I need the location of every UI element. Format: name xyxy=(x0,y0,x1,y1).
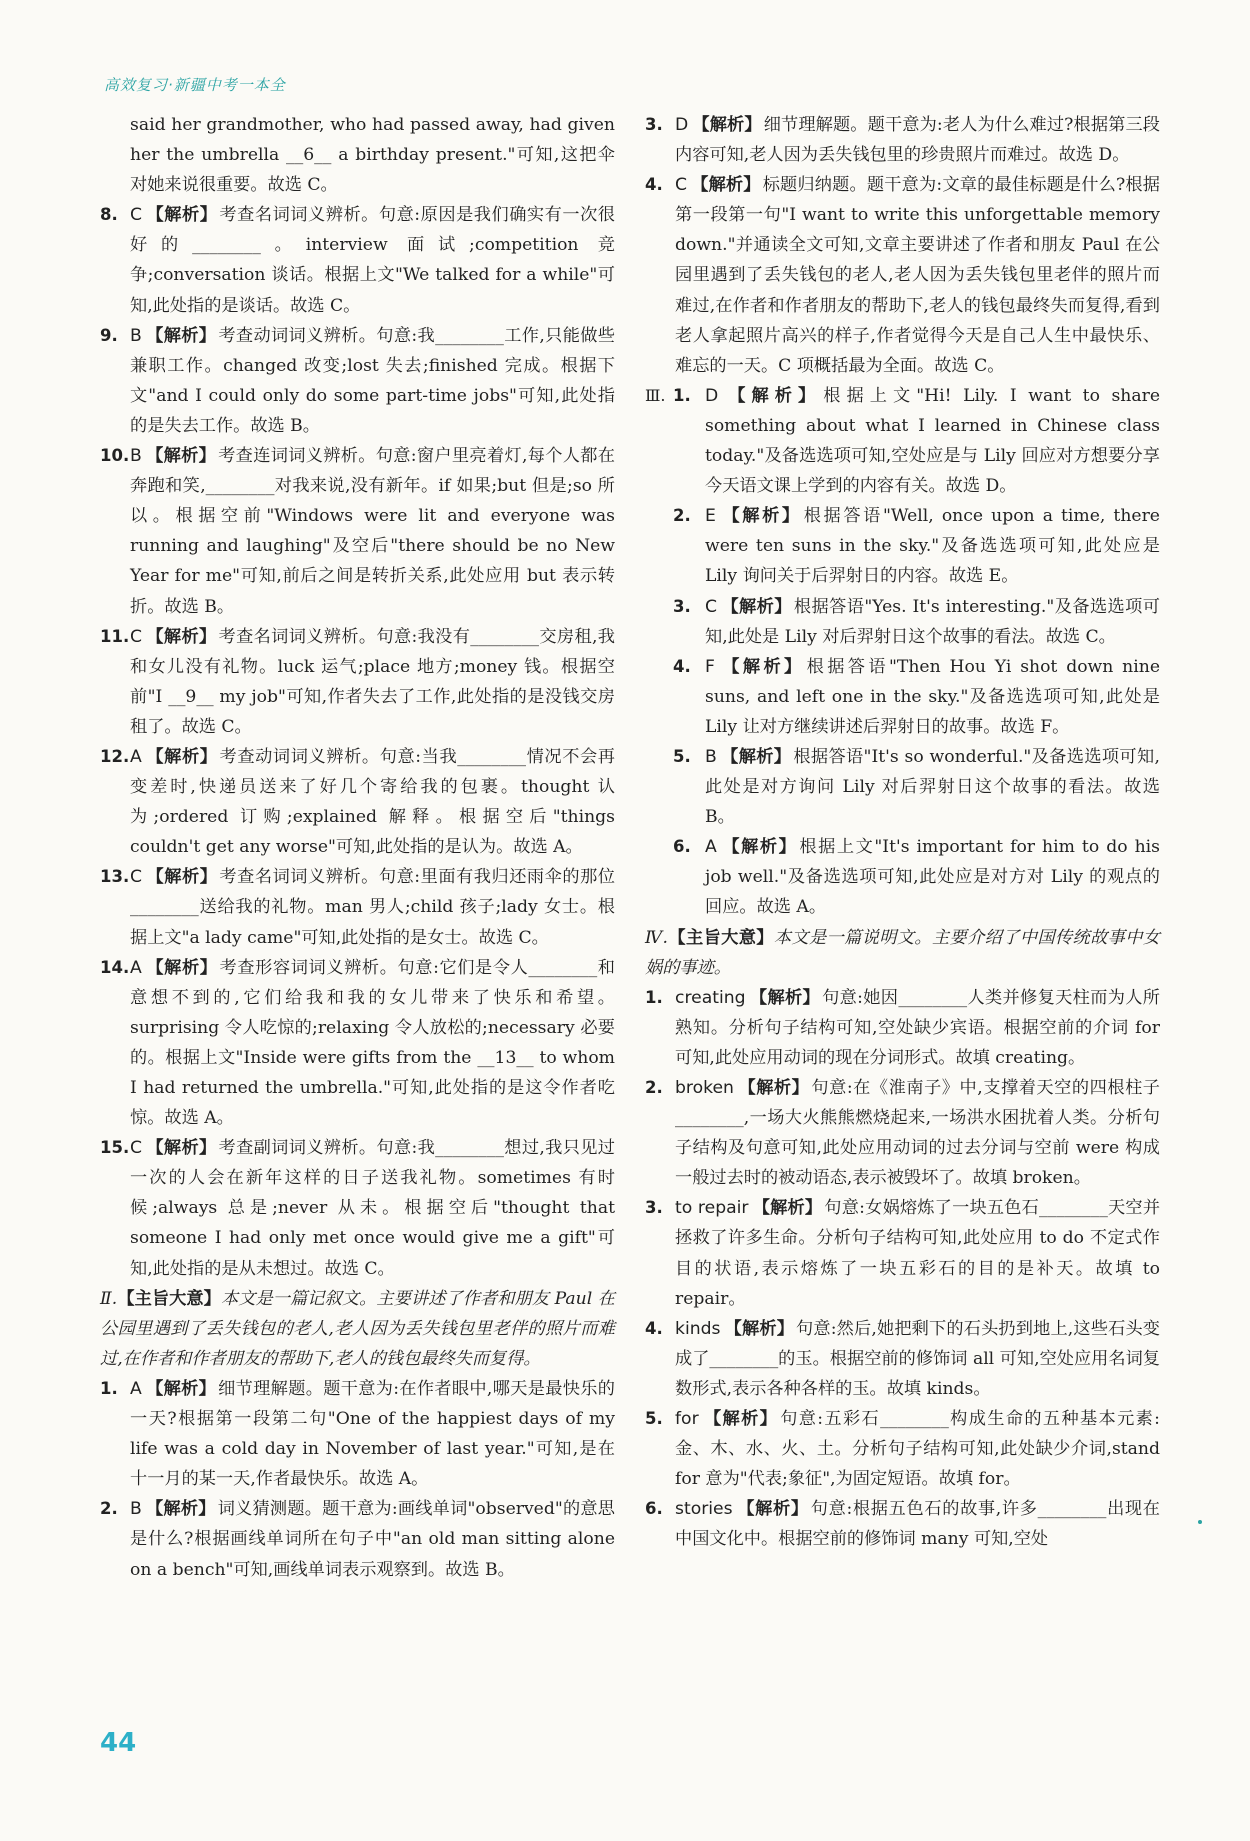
item-number: 9. xyxy=(100,325,118,345)
item-number: 3. xyxy=(645,115,663,134)
analysis-label: 【解析】 xyxy=(146,205,218,226)
answer-item xyxy=(100,742,615,862)
analysis-label: 【解析】 xyxy=(145,1378,217,1399)
answer-item xyxy=(645,110,1160,170)
item-number: 2. xyxy=(673,506,691,526)
analysis-label: 【解析】 xyxy=(724,1318,795,1339)
analysis-text: 句意:在《淮南子》中,支撑着天空的四根柱子________,一场大火熊熊燃烧起来,一场洪水困扰着人类。分析句子结构及句意可知,此处应用动词的过去分词与空前 were 构成一般过去时的被动语态,表示被毁坏了。故填 broken。 xyxy=(675,1078,1160,1189)
item-number: 2. xyxy=(645,1078,663,1097)
analysis-text: 句意:她因________人类并修复天柱而为人所熟知。分析句子结构可知,空处缺少宾语。根据空前的介词 for 可知,此处应用动词的现在分词形式。故填 creating。 xyxy=(675,987,1160,1068)
analysis-label: 【解析】 xyxy=(146,1138,217,1159)
item-number: 3. xyxy=(645,1198,663,1218)
answer-item xyxy=(645,1193,1160,1313)
item-number: 1. xyxy=(100,1378,118,1398)
item-answer: C xyxy=(130,867,143,888)
answer-item xyxy=(645,381,1160,501)
item-number: 4. xyxy=(645,175,663,195)
item-answer: B xyxy=(130,446,142,467)
right-column xyxy=(645,110,1160,1555)
item-answer: C xyxy=(130,1138,143,1159)
item-answer: A xyxy=(130,746,142,767)
analysis-label: 【解析】 xyxy=(691,175,761,196)
item-answer: A xyxy=(705,837,717,858)
analysis-label: 【解析】 xyxy=(145,1499,216,1520)
section-roman: Ⅳ. xyxy=(645,927,669,948)
analysis-label: 【解析】 xyxy=(737,1078,810,1098)
section-4-items xyxy=(645,983,1160,1555)
answer-item xyxy=(645,742,1160,832)
answer-item xyxy=(100,1374,615,1494)
answer-item xyxy=(645,1494,1160,1554)
analysis-text: 根据答语"Yes. It's interesting."及备选选项可知,此处是 Lily 对后羿射日这个故事的看法。故选 C。 xyxy=(705,596,1160,647)
analysis-text: 考查动词词义辨析。句意:当我________情况不会再变差时,快递员送来了好几个寄给我的包裹。thought 认为;ordered 订购;explained 解释。根据空后"things couldn't get any worse"可知,此处指的是认为。故选 A。 xyxy=(130,746,615,858)
section-2-main-idea xyxy=(100,1284,615,1374)
item-answer: B xyxy=(130,325,142,346)
answer-item xyxy=(645,501,1160,591)
left-items xyxy=(100,200,615,1283)
analysis-text: 考查形容词词义辨析。句意:它们是令人________和意想不到的,它们给我和我的女儿带来了快乐和希望。surprising 令人吃惊的;relaxing 令人放松的;necessary 必要的。根据上文"Inside were gifts from the __13__ to whom I had returned the umbrella."可知,此处指的是这令作者吃惊。故选 A。 xyxy=(130,957,615,1129)
section-4-main-idea xyxy=(645,923,1160,983)
analysis-label: 【解析】 xyxy=(145,325,217,346)
item-answer: A xyxy=(130,1378,142,1399)
analysis-text: 细节理解题。题干意为:在作者眼中,哪天是最快乐的一天?根据第一段第二句"One of the happiest days of my life was a cold day in November of last year."可知,是在十一月的某一天,作者最快乐。故选 A。 xyxy=(130,1378,615,1490)
analysis-label: 【解析】 xyxy=(702,1409,779,1430)
answer-item xyxy=(645,1314,1160,1404)
analysis-text: 细节理解题。题干意为:老人为什么难过?根据第三段内容可知,老人因为丢失钱包里的珍贵照片而难过。故选 D。 xyxy=(675,115,1160,166)
item-number: 11. xyxy=(100,626,130,646)
analysis-text: 句意:五彩石________构成生命的五种基本元素:金、木、水、火、土。分析句子结构可知,此处缺少介词,stand for 意为"代表;象征",为固定短语。故填 for。 xyxy=(675,1409,1160,1490)
answer-item xyxy=(100,862,615,952)
item-answer: B xyxy=(130,1499,142,1520)
analysis-text: 根据答语"Well, once upon a time, there were ten suns in the sky."及备选选项可知,此处应是 Lily 询问关于后羿射日的内容。故选 E。 xyxy=(705,506,1160,587)
answer-item xyxy=(645,983,1160,1073)
answer-item xyxy=(100,1133,615,1283)
item-answer: broken xyxy=(675,1078,734,1098)
analysis-text: 考查副词词义辨析。句意:我________想过,我只见过一次的人会在新年这样的日子送我礼物。sometimes 有时候;always 总是;never 从未。根据空后"thought that someone I had only met once would give me a gift"可知,此处指的是从未想过。故选 C。 xyxy=(130,1138,615,1279)
analysis-text: 句意:女娲熔炼了一块五色石________天空并拯救了许多生命。分析句子结构可知,此处应用 to do 不定式作目的状语,表示熔炼了一块五彩石的目的是补天。故填 to repair。 xyxy=(675,1198,1161,1309)
item-number: 6. xyxy=(645,1499,663,1519)
answer-item xyxy=(645,652,1160,742)
analysis-text: 词义猜测题。题干意为:画线单词"observed"的意思是什么?根据画线单词所在句子中"an old man sitting alone on a bench"可知,画线单词表示观察到。故选 B。 xyxy=(130,1499,615,1580)
item-number: 2. xyxy=(100,1499,118,1519)
main-idea-text xyxy=(645,928,1160,978)
analysis-label: 【解析】 xyxy=(736,1499,809,1520)
item-answer: creating xyxy=(675,987,746,1008)
item-answer: E xyxy=(705,506,716,527)
page-number: 44 xyxy=(100,1728,137,1758)
answer-item xyxy=(645,592,1160,652)
answer-item xyxy=(645,170,1160,381)
decorative-dot xyxy=(1198,1520,1202,1524)
main-idea-text xyxy=(100,1289,615,1369)
answer-item xyxy=(100,441,615,622)
analysis-label: 【解析】 xyxy=(146,626,217,647)
main-idea-label: 【主旨大意】 xyxy=(117,1288,221,1309)
analysis-text: 考查连词词义辨析。句意:窗户里亮着灯,每个人都在奔跑和笑,________对我来说,没有新年。if 如果;but 但是;so 所以。根据空前"Windows were lit and everyone was running and laughing"及空后"there should be no New Year for me"可知,前后之间是转折关系,此处应用 but 表示转折。故选 B。 xyxy=(130,446,615,617)
item-answer: C xyxy=(130,626,143,647)
item-answer: kinds xyxy=(675,1318,721,1339)
analysis-text: 根据上文"It's important for him to do his job well."及备选选项可知,此处应是对方对 Lily 的观点的回应。故选 A。 xyxy=(705,837,1160,918)
item-answer: A xyxy=(130,957,142,978)
analysis-label: 【解析】 xyxy=(692,115,762,135)
analysis-label: 【解析】 xyxy=(145,746,218,767)
analysis-text: 考查名词词义辨析。句意:我没有________交房租,我和女儿没有礼物。luck 运气;place 地方;money 钱。根据空前"I __9__ my job"可知,作者失去了工作,此处指的是没钱交房租了。故选 C。 xyxy=(130,626,615,737)
answer-item xyxy=(100,622,615,742)
item-number: 4. xyxy=(645,1318,663,1338)
item-number: 6. xyxy=(673,837,691,857)
item-answer: C xyxy=(130,205,143,226)
analysis-label: 【解析】 xyxy=(720,746,792,767)
analysis-text: 根据答语"It's so wonderful."及备选选项可知,此处是对方询问 Lily 对后羿射日这个故事的看法。故选 B。 xyxy=(705,746,1160,828)
analysis-text: 考查动词词义辨析。句意:我________工作,只能做些兼职工作。changed 改变;lost 失去;finished 完成。根据下文"and I could only do some part-time jobs"可知,此处指的是失去工作。故选 B。 xyxy=(130,325,615,436)
analysis-label: 【解析】 xyxy=(145,446,217,467)
analysis-text: 句意:然后,她把剩下的石头扔到地上,这些石头变成了________的玉。根据空前的修饰词 all 可知,空处应用名词复数形式,表示各种各样的玉。故填 kinds。 xyxy=(675,1318,1160,1399)
analysis-label: 【解析】 xyxy=(722,385,822,406)
analysis-text: 考查名词词义辨析。句意:原因是我们确实有一次很好的________。interview 面试;competition 竞争;conversation 谈话。根据上文"We talked for a while"可知,此处指的是谈话。故选 C。 xyxy=(130,205,615,316)
item-number: 5. xyxy=(645,1409,663,1429)
item-number: 4. xyxy=(673,656,691,676)
main-idea-body: 本文是一篇说明文。主要介绍了中国传统故事中女娲的事迹。 xyxy=(645,927,1160,978)
item-answer: C xyxy=(705,596,718,617)
analysis-label: 【解析】 xyxy=(749,987,821,1008)
answer-item xyxy=(645,832,1160,922)
item-number: 1. xyxy=(645,987,663,1007)
item-answer: F xyxy=(705,656,715,677)
analysis-text: 标题归纳题。题干意为:文章的最佳标题是什么?根据第一段第一句"I want to write this unforgettable memory down."并通读全文可知,文章主要讲述了作者和朋友 Paul 在公园里遇到了丢失钱包的老人,老人因为丢失钱包里老伴的照片而难过,在作者和作者朋友的帮助下,老人的钱包最终失而复得,看到老人拿起照片高兴的样子,作者觉得今天是自己人生中最快乐、难忘的一天。C 项概括最为全面。故选 C。 xyxy=(675,175,1160,376)
analysis-label: 【解析】 xyxy=(145,957,218,978)
main-idea-body: 本文是一篇记叙文。主要讲述了作者和朋友 Paul 在公园里遇到了丢失钱包的老人,老人因为丢失钱包里老伴的照片而难过,在作者和作者朋友的帮助下,老人的钱包最终失而复得。 xyxy=(100,1288,615,1369)
item-answer: B xyxy=(705,746,717,767)
section-2-items xyxy=(100,1374,615,1585)
answer-item xyxy=(645,1073,1160,1193)
analysis-label: 【解析】 xyxy=(752,1198,823,1219)
analysis-label: 【解析】 xyxy=(718,656,805,677)
item-answer: for xyxy=(675,1409,699,1430)
item-answer: to repair xyxy=(675,1198,749,1219)
answer-item xyxy=(100,321,615,441)
analysis-label: 【解析】 xyxy=(721,596,792,617)
book-header: 高效复习·新疆中考一本全 xyxy=(104,76,286,94)
item-answer: C xyxy=(675,175,688,196)
section-roman: Ⅲ. xyxy=(645,385,666,405)
item-answer: D xyxy=(675,115,689,135)
item-number: 5. xyxy=(673,746,691,766)
analysis-label: 【解析】 xyxy=(720,837,798,858)
analysis-label: 【解析】 xyxy=(146,867,218,888)
item-number: 8. xyxy=(100,205,118,225)
analysis-label: 【解析】 xyxy=(719,506,802,527)
item-number: 10. xyxy=(100,446,130,466)
item-7-continuation: said her grandmother, who had passed away, had given her the umbrella __6__ a birthday present."可知,这把伞对她来说很重要。故选 C。 xyxy=(130,115,615,196)
section-roman: Ⅱ. xyxy=(100,1288,118,1309)
item-number: 3. xyxy=(673,596,691,616)
item-answer: D xyxy=(705,385,719,406)
analysis-text: 考查名词词义辨析。句意:里面有我归还雨伞的那位________送给我的礼物。man 男人;child 孩子;lady 女士。根据上文"a lady came"可知,此处指的是女士。故选 C。 xyxy=(130,867,615,948)
section-3-items xyxy=(645,381,1160,923)
analysis-text: 根据上文"Hi! Lily. I want to share something about what I learned in Chinese class today."及备选选项可知,空处应是与 Lily 回应对方想要分享今天语文课上学到的内容有关。故选 D。 xyxy=(705,385,1160,497)
item-answer: stories xyxy=(675,1499,733,1520)
answer-item xyxy=(100,200,615,320)
answer-item xyxy=(100,1494,615,1584)
item-number: 13. xyxy=(100,867,130,887)
analysis-text: 根据答语"Then Hou Yi shot down nine suns, and left one in the sky."及备选选项可知,此处是 Lily 让对方继续讲述后羿射日的故事。故选 F。 xyxy=(705,656,1160,737)
item-number: 1. xyxy=(673,385,691,405)
answer-item xyxy=(100,953,615,1134)
item-number: 12. xyxy=(100,746,130,766)
left-column xyxy=(100,110,615,1585)
answer-item xyxy=(645,1404,1160,1494)
item-number: 15. xyxy=(100,1138,130,1158)
main-idea-label: 【主旨大意】 xyxy=(668,927,774,948)
analysis-text: 句意:根据五色石的故事,许多________出现在中国文化中。根据空前的修饰词 many 可知,空处 xyxy=(675,1499,1160,1550)
item-number: 14. xyxy=(100,957,130,977)
section-2-items-cont xyxy=(645,110,1160,381)
